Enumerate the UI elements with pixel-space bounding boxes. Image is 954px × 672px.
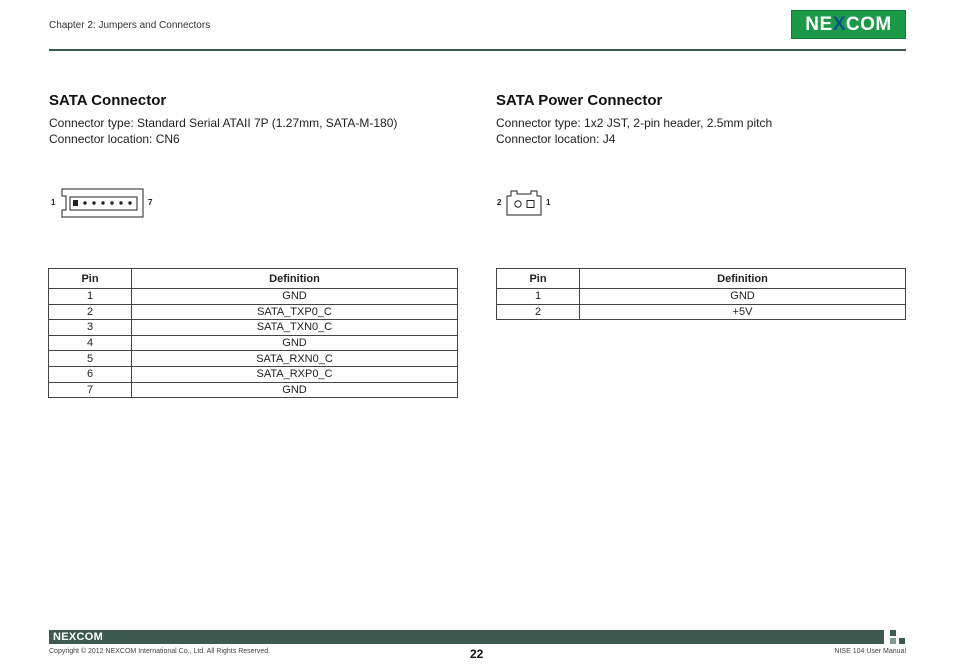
column-header-pin: Pin — [49, 269, 132, 289]
table-row — [49, 382, 458, 398]
definition-cell: SATA_TXP0_C — [132, 304, 458, 320]
table-row — [497, 304, 906, 320]
sata-connector-type: Connector type: Standard Serial ATAII 7P (1.27mm, SATA-M-180) — [49, 116, 398, 130]
copyright-text: Copyright © 2012 NEXCOM International Co., Ltd. All Rights Reserved. — [49, 648, 271, 655]
nexcom-logo — [791, 10, 906, 39]
column-header-definition: Definition — [580, 269, 906, 289]
logo-text-x: X — [832, 14, 846, 35]
pin-cell: 2 — [497, 304, 580, 320]
pin-cell: 1 — [497, 289, 580, 305]
sata-connector-diagram — [61, 188, 144, 218]
footer-square-icon — [899, 638, 905, 644]
footer-bar — [49, 630, 884, 644]
chapter-title: Chapter 2: Jumpers and Connectors — [49, 20, 211, 31]
column-header-definition: Definition — [132, 269, 458, 289]
pin-cell: 7 — [49, 382, 132, 398]
logo-text-post: COM — [845, 14, 892, 35]
sata-connector-title: SATA Connector — [49, 92, 167, 109]
definition-cell: GND — [132, 289, 458, 305]
manual-title: NISE 104 User Manual — [834, 648, 906, 655]
column-header-pin: Pin — [497, 269, 580, 289]
pin-cell: 2 — [49, 304, 132, 320]
sata-connector-description — [49, 115, 397, 147]
pin-cell: 5 — [49, 351, 132, 367]
table-row — [49, 366, 458, 382]
sata-power-description — [496, 115, 772, 147]
sata-power-location: Connector location: J4 — [496, 132, 616, 146]
sata-power-pin-table — [496, 268, 906, 320]
definition-cell: SATA_RXP0_C — [132, 366, 458, 382]
table-row — [49, 351, 458, 367]
sata-pin-label-left: 1 — [51, 198, 56, 207]
page-number: 22 — [470, 647, 484, 661]
sata-connector-location: Connector location: CN6 — [49, 132, 180, 146]
pin-cell: 6 — [49, 366, 132, 382]
pin-cell: 1 — [49, 289, 132, 305]
power-pin-label-left: 2 — [497, 198, 502, 207]
footer-logo: NEXCOM — [53, 631, 104, 643]
sata-power-type: Connector type: 1x2 JST, 2-pin header, 2.5mm pitch — [496, 116, 773, 130]
table-row — [49, 335, 458, 351]
table-header-row — [497, 269, 906, 289]
definition-cell: +5V — [580, 304, 906, 320]
definition-cell: GND — [132, 382, 458, 398]
footer-square-icon — [890, 630, 896, 636]
pin-cell: 3 — [49, 320, 132, 336]
power-pin-label-right: 1 — [546, 198, 551, 207]
definition-cell: GND — [580, 289, 906, 305]
table-row — [497, 289, 906, 305]
table-header-row — [49, 269, 458, 289]
footer-square-icon — [890, 638, 896, 644]
table-row — [49, 289, 458, 305]
logo-text-pre: NE — [805, 14, 833, 35]
header-divider — [49, 49, 906, 51]
sata-power-connector-diagram — [506, 190, 542, 216]
table-row — [49, 320, 458, 336]
table-row — [49, 304, 458, 320]
sata-pin-label-right: 7 — [148, 198, 153, 207]
sata-power-connector-title: SATA Power Connector — [496, 92, 663, 109]
definition-cell: GND — [132, 335, 458, 351]
pin-cell: 4 — [49, 335, 132, 351]
sata-pin-table — [48, 268, 458, 398]
definition-cell: SATA_RXN0_C — [132, 351, 458, 367]
definition-cell: SATA_TXN0_C — [132, 320, 458, 336]
